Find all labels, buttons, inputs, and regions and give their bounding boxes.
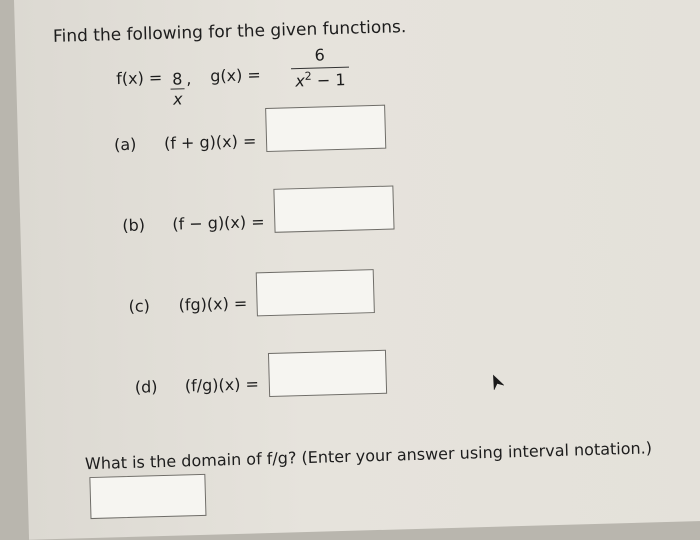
instructions-heading: Find the following for the given functions. bbox=[52, 17, 407, 47]
f-fraction bbox=[170, 69, 185, 109]
part-d-answer-box[interactable] bbox=[268, 350, 387, 397]
part-a-label: (a) bbox=[113, 134, 137, 155]
part-b-label: (b) bbox=[122, 215, 146, 236]
g-definition-lhs: g(x) = bbox=[209, 65, 262, 86]
domain-question: What is the domain of f/g? (Enter your answer using interval notation.) bbox=[84, 438, 653, 474]
part-b-answer-box[interactable] bbox=[273, 185, 394, 232]
part-b-expression: (f − g)(x) = bbox=[172, 212, 265, 234]
part-c-answer-box[interactable] bbox=[256, 269, 375, 316]
f-denominator: x bbox=[172, 89, 183, 109]
part-d-expression: (f/g)(x) = bbox=[184, 374, 260, 396]
g-denominator-rest: − 1 bbox=[311, 70, 346, 91]
f-definition-lhs: f(x) = bbox=[115, 67, 163, 89]
g-denominator-base: x bbox=[295, 71, 306, 91]
f-numerator: 8 bbox=[171, 69, 183, 89]
g-denominator bbox=[291, 69, 350, 91]
part-a-answer-box[interactable] bbox=[265, 105, 386, 152]
function-definitions bbox=[115, 45, 346, 115]
worksheet-page bbox=[14, 0, 700, 540]
part-c-label: (c) bbox=[128, 296, 151, 316]
g-fraction bbox=[290, 45, 349, 97]
g-numerator: 6 bbox=[314, 45, 326, 65]
g-denominator-exponent: 2 bbox=[304, 69, 312, 83]
part-c-expression: (fg)(x) = bbox=[178, 293, 248, 315]
mouse-pointer-icon bbox=[488, 372, 504, 390]
part-d-label: (d) bbox=[134, 377, 158, 397]
definition-separator: , bbox=[185, 69, 192, 89]
domain-answer-box[interactable] bbox=[89, 474, 206, 519]
part-a-expression: (f + g)(x) = bbox=[163, 131, 257, 153]
